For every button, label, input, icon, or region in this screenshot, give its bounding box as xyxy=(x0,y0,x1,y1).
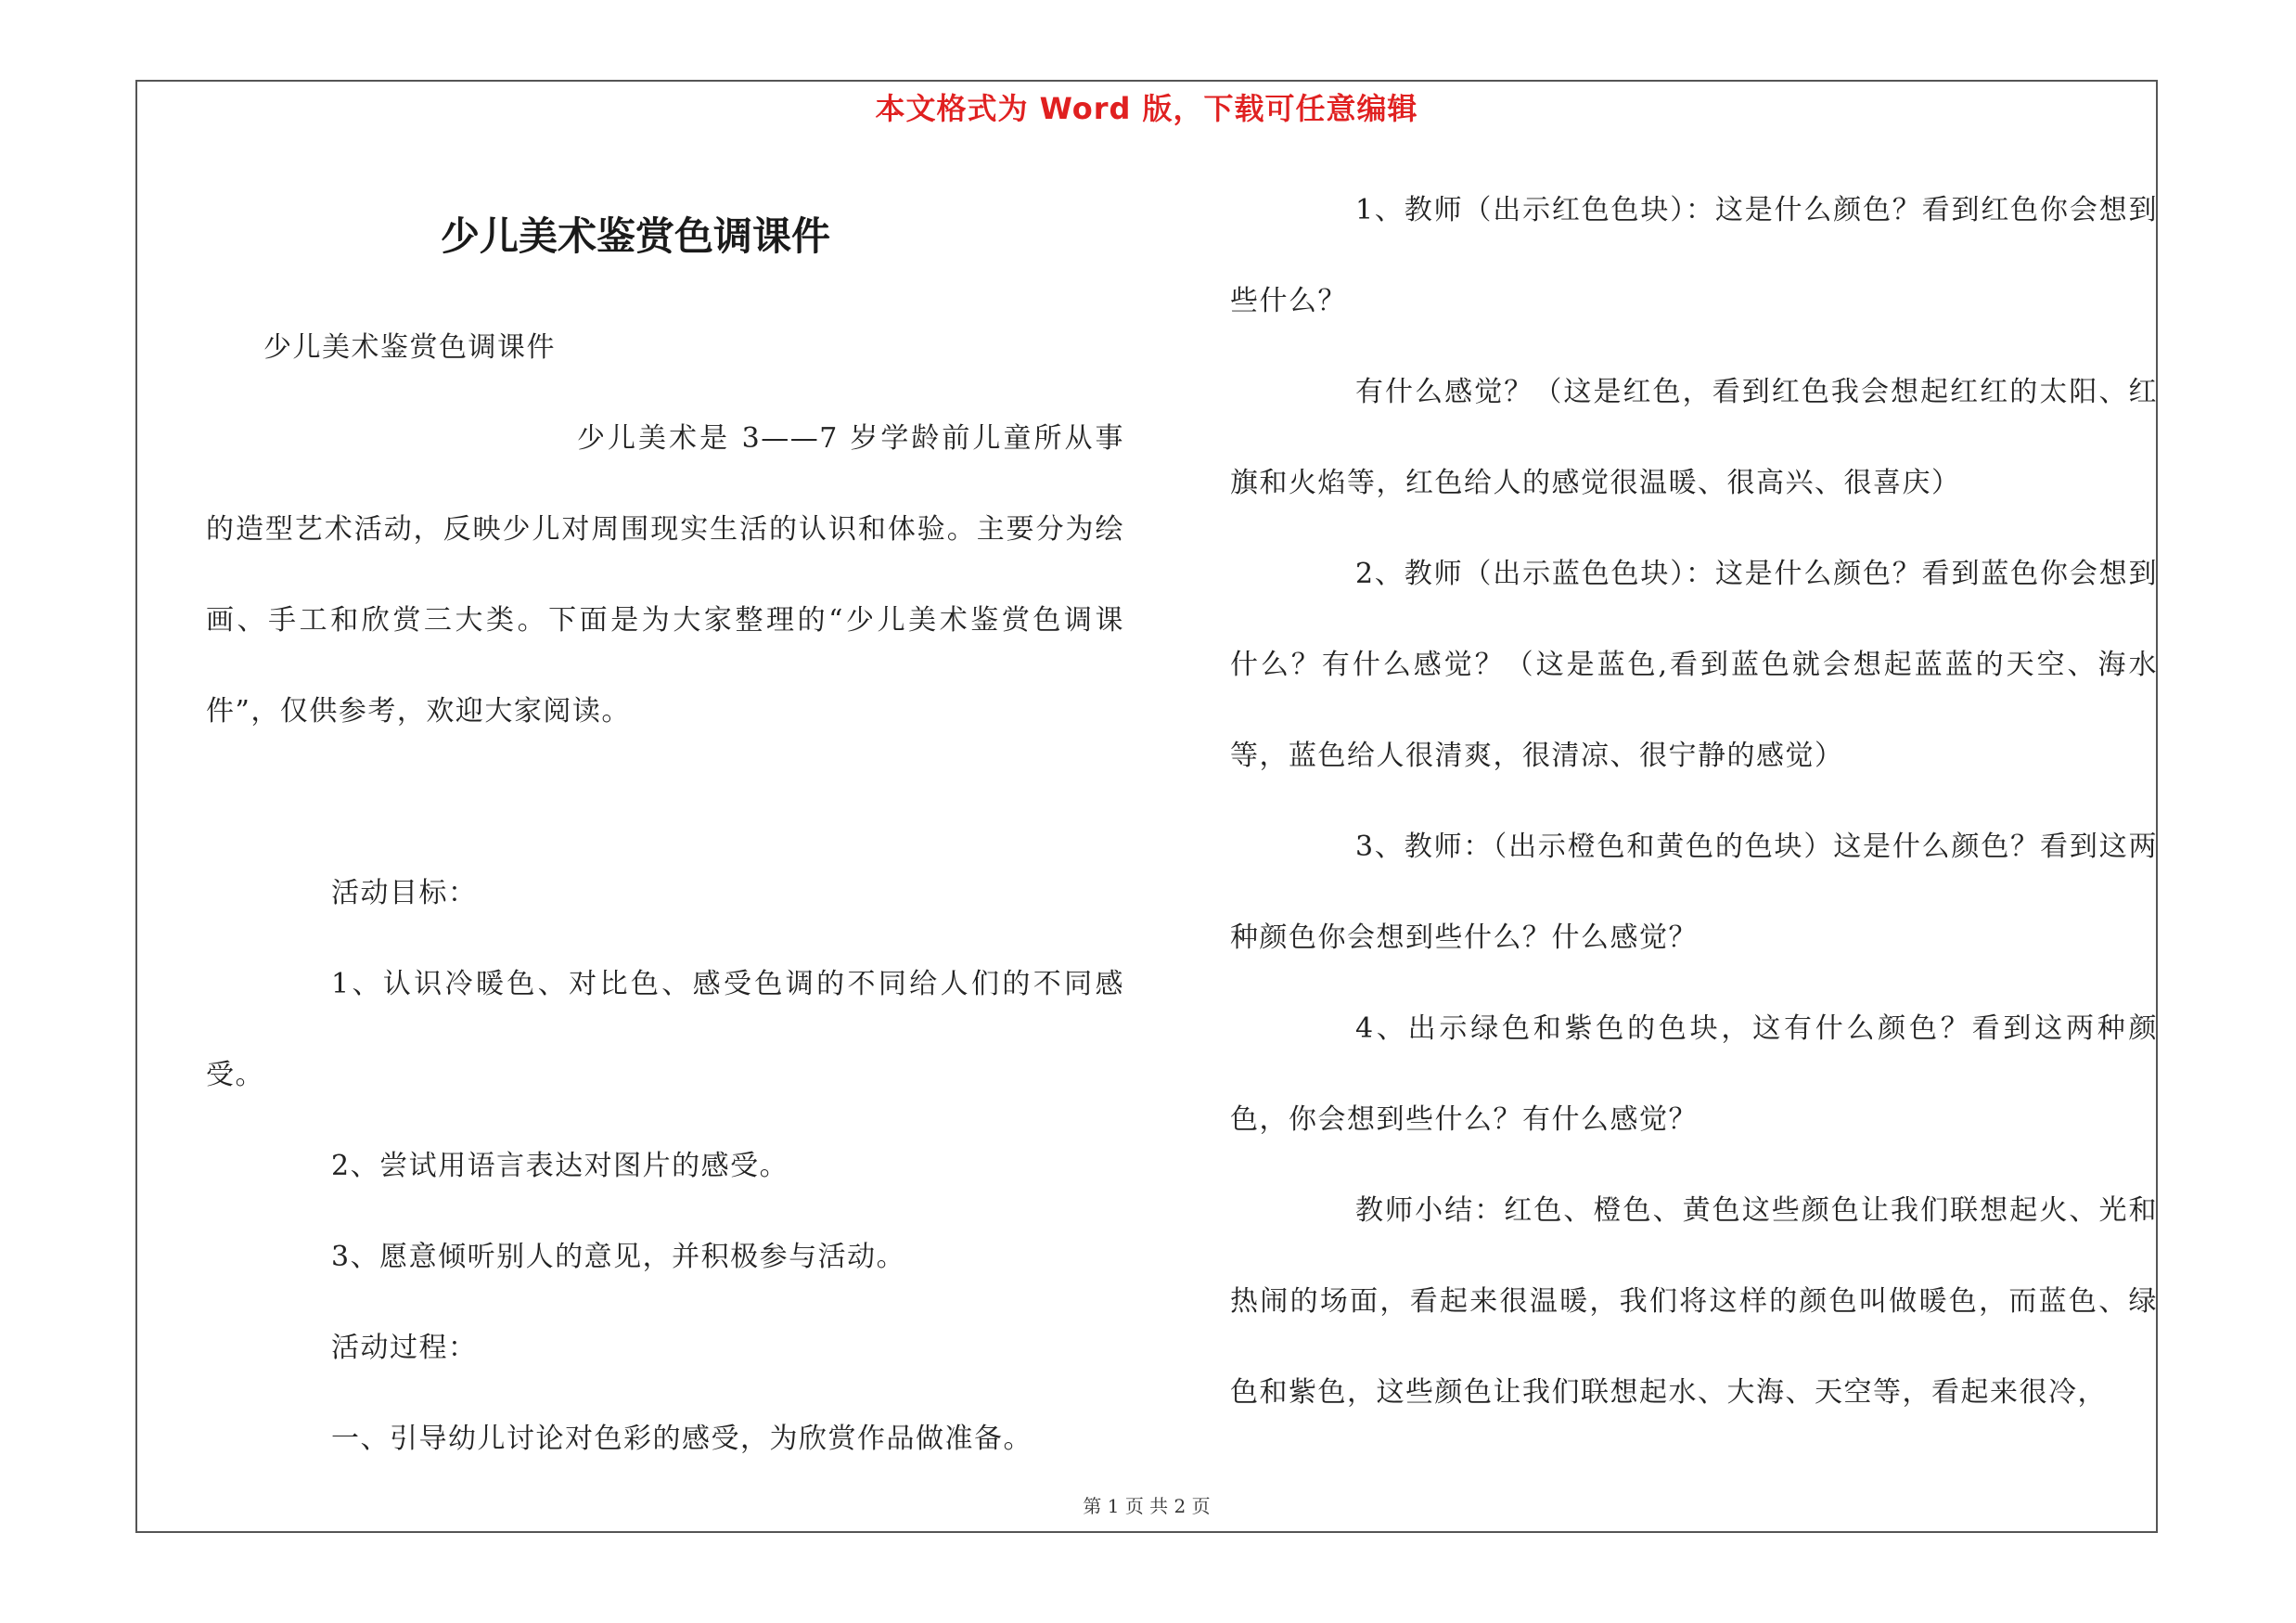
orange-yellow-paragraph: 3、教师：（出示橙色和黄色的色块）这是什么颜色？看到这两种颜色你会想到些什么？什么感觉？ xyxy=(1230,831,2158,954)
teacher-summary-paragraph: 教师小结：红色、橙色、黄色这些颜色让我们联想起火、光和热闹的场面，看起来很温暖，我们将这样的颜色叫做暖色，而蓝色、绿色和紫色，这些颜色让我们联想起水、大海、天空等，看起来很冷， xyxy=(1230,1194,2158,1409)
page-number-footer: 第 1 页 共 2 页 xyxy=(1083,1495,1211,1517)
document-title: 少儿美术鉴赏色调课件 xyxy=(440,213,830,259)
right-column xyxy=(1230,165,2158,1438)
subtitle-paragraph: 少儿美术鉴赏色调课件 xyxy=(263,331,556,364)
red-block-paragraph: 1、教师（出示红色色块）：这是什么颜色？看到红色你会想到些什么？ xyxy=(1230,194,2158,317)
red-feeling-paragraph: 有什么感觉？（这是红色，看到红色我会想起红红的太阳、红旗和火焰等，红色给人的感觉很温暖、很高兴、很喜庆） xyxy=(1230,376,2158,499)
process-step-1: 一、引导幼儿讨论对色彩的感受，为欣赏作品做准备。 xyxy=(331,1423,1033,1455)
goal-item-2: 2、尝试用语言表达对图片的感受。 xyxy=(331,1150,789,1182)
green-purple-paragraph: 4、出示绿色和紫色的色块，这有什么颜色？看到这两种颜色，你会想到些什么？有什么感觉？ xyxy=(1230,1012,2158,1136)
goals-heading: 活动目标： xyxy=(331,877,478,909)
process-heading: 活动过程： xyxy=(331,1332,478,1364)
intro-paragraph: 少儿美术是 3——7 岁学龄前儿童所从事的造型艺术活动，反映少儿对周围现实生活的认识和体验。主要分为绘画、手工和欣赏三大类。下面是为大家整理的“少儿美术鉴赏色调课件”，仅供参考，欢迎大家阅读。 xyxy=(206,422,1124,728)
goal-item-3: 3、愿意倾听别人的意见，并积极参与活动。 xyxy=(331,1241,906,1273)
blue-block-paragraph: 2、教师（出示蓝色色块）：这是什么颜色？看到蓝色你会想到什么？有什么感觉？（这是蓝色,看到蓝色就会想起蓝蓝的天空、海水等，蓝色给人很清爽，很清凉、很宁静的感觉） xyxy=(1230,558,2158,772)
blank-line xyxy=(206,757,1124,848)
goal-item-1: 1、认识冷暖色、对比色、感受色调的不同给人们的不同感受。 xyxy=(206,968,1124,1091)
word-format-banner: 本文格式为 Word 版，下载可任意编辑 xyxy=(875,91,1418,126)
left-column xyxy=(206,303,1124,1485)
